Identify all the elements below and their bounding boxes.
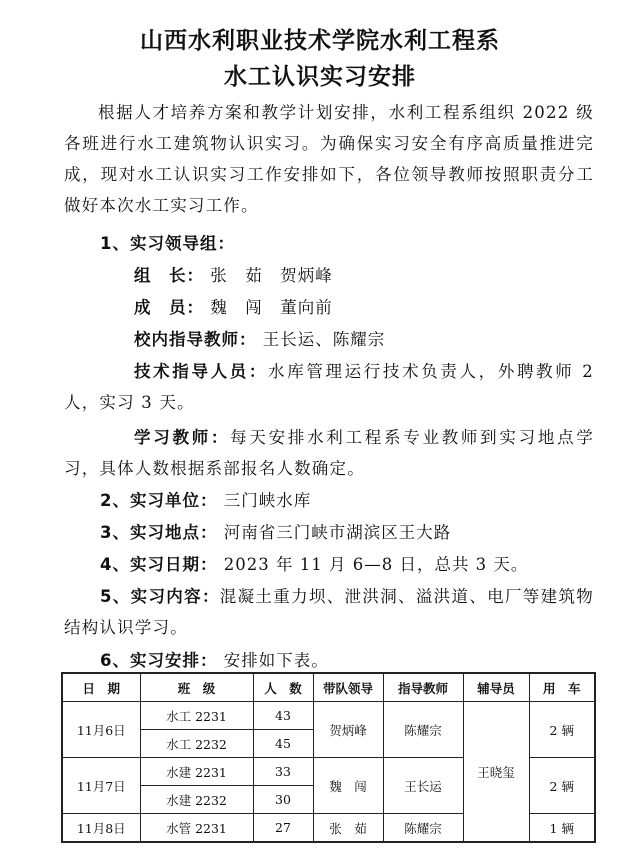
section-1-heading: 1、实习领导组： [100, 234, 235, 253]
table-row [62, 702, 595, 730]
table-header-row [62, 673, 595, 702]
study-teacher-label: 学习教师： [134, 428, 231, 447]
document-title-line-2: 水工认识实习安排 [224, 64, 416, 90]
date-cell: 11月7日 [62, 758, 140, 814]
leader-value: 张 茹 贺炳峰 [210, 266, 333, 285]
class-cell: 水工 2231 [140, 702, 253, 730]
section-4-row [100, 549, 528, 580]
leader-label: 组 长： [134, 266, 204, 285]
vehicle-cell: 2 辆 [529, 758, 595, 814]
date-cell: 11月6日 [62, 702, 140, 758]
section-5-paragraph [64, 581, 594, 643]
member-row [134, 292, 333, 323]
leader-cell: 贺炳峰 [313, 702, 383, 758]
count-cell: 33 [253, 758, 313, 786]
member-value: 魏 闯 董向前 [210, 298, 333, 317]
teacher-cell: 王长运 [383, 758, 463, 814]
teacher-cell: 陈耀宗 [383, 814, 463, 843]
inner-teacher-row [134, 324, 385, 355]
date-cell: 11月8日 [62, 814, 140, 843]
header-counselor: 辅导员 [463, 673, 529, 702]
section-6-value: 安排如下表。 [223, 651, 329, 670]
leader-row [134, 260, 333, 291]
header-class: 班 级 [140, 673, 253, 702]
intro-paragraph: 根据人才培养方案和教学计划安排，水利工程系组织 2022 级各班进行水工建筑物认识实习。为确保实习安全有序高质量推进完成，现对水工认识实习工作安排如下，各位领导教师按照职责分工做好本次水工实习工作。 [64, 103, 594, 215]
section-3-row [100, 517, 451, 548]
study-teacher-paragraph [64, 422, 594, 484]
header-count: 人 数 [253, 673, 313, 702]
section-2-value: 三门峡水库 [223, 491, 312, 510]
member-label: 成 员： [134, 298, 204, 317]
header-date: 日 期 [62, 673, 140, 702]
class-cell: 水管 2231 [140, 814, 253, 843]
count-cell: 30 [253, 786, 313, 814]
count-cell: 45 [253, 730, 313, 758]
study-teacher-value: 每天安排水利工程系专业教师到实习地点学习，具体人数根据系部报名人数确定。 [64, 428, 594, 478]
count-cell: 27 [253, 814, 313, 843]
tech-staff-paragraph [64, 356, 594, 418]
tech-staff-value: 水库管理运行技术负责人，外聘教师 2 人，实习 3 天。 [64, 362, 595, 412]
section-3-label: 3、实习地点： [100, 523, 218, 542]
tech-staff-label: 技术指导人员： [134, 362, 269, 381]
class-cell: 水建 2231 [140, 758, 253, 786]
class-cell: 水建 2232 [140, 786, 253, 814]
section-5-value: 混凝土重力坝、泄洪洞、溢洪道、电厂等建筑物结构认识学习。 [64, 587, 594, 637]
document-title-line-1: 山西水利职业技术学院水利工程系 [140, 28, 500, 54]
inner-teacher-value: 王长运、陈耀宗 [262, 330, 386, 349]
schedule-table [61, 672, 596, 843]
section-3-value: 河南省三门峡市湖滨区王大路 [223, 523, 452, 542]
counselor-cell: 王晓玺 [463, 702, 529, 843]
leader-cell: 魏 闯 [313, 758, 383, 814]
class-cell: 水工 2232 [140, 730, 253, 758]
vehicle-cell: 2 辆 [529, 702, 595, 758]
section-2-label: 2、实习单位： [100, 491, 218, 510]
section-2-row [100, 485, 311, 516]
vehicle-cell: 1 辆 [529, 814, 595, 843]
header-leader: 带队领导 [313, 673, 383, 702]
teacher-cell: 陈耀宗 [383, 702, 463, 758]
header-vehicle: 用 车 [529, 673, 595, 702]
section-6-label: 6、实习安排： [100, 651, 218, 670]
section-4-value: 2023 年 11 月 6—8 日，总共 3 天。 [223, 555, 529, 574]
leader-cell: 张 茹 [313, 814, 383, 843]
header-teacher: 指导教师 [383, 673, 463, 702]
section-5-label: 5、实习内容： [100, 587, 220, 606]
inner-teacher-label: 校内指导教师： [134, 330, 257, 349]
count-cell: 43 [253, 702, 313, 730]
section-4-label: 4、实习日期： [100, 555, 218, 574]
